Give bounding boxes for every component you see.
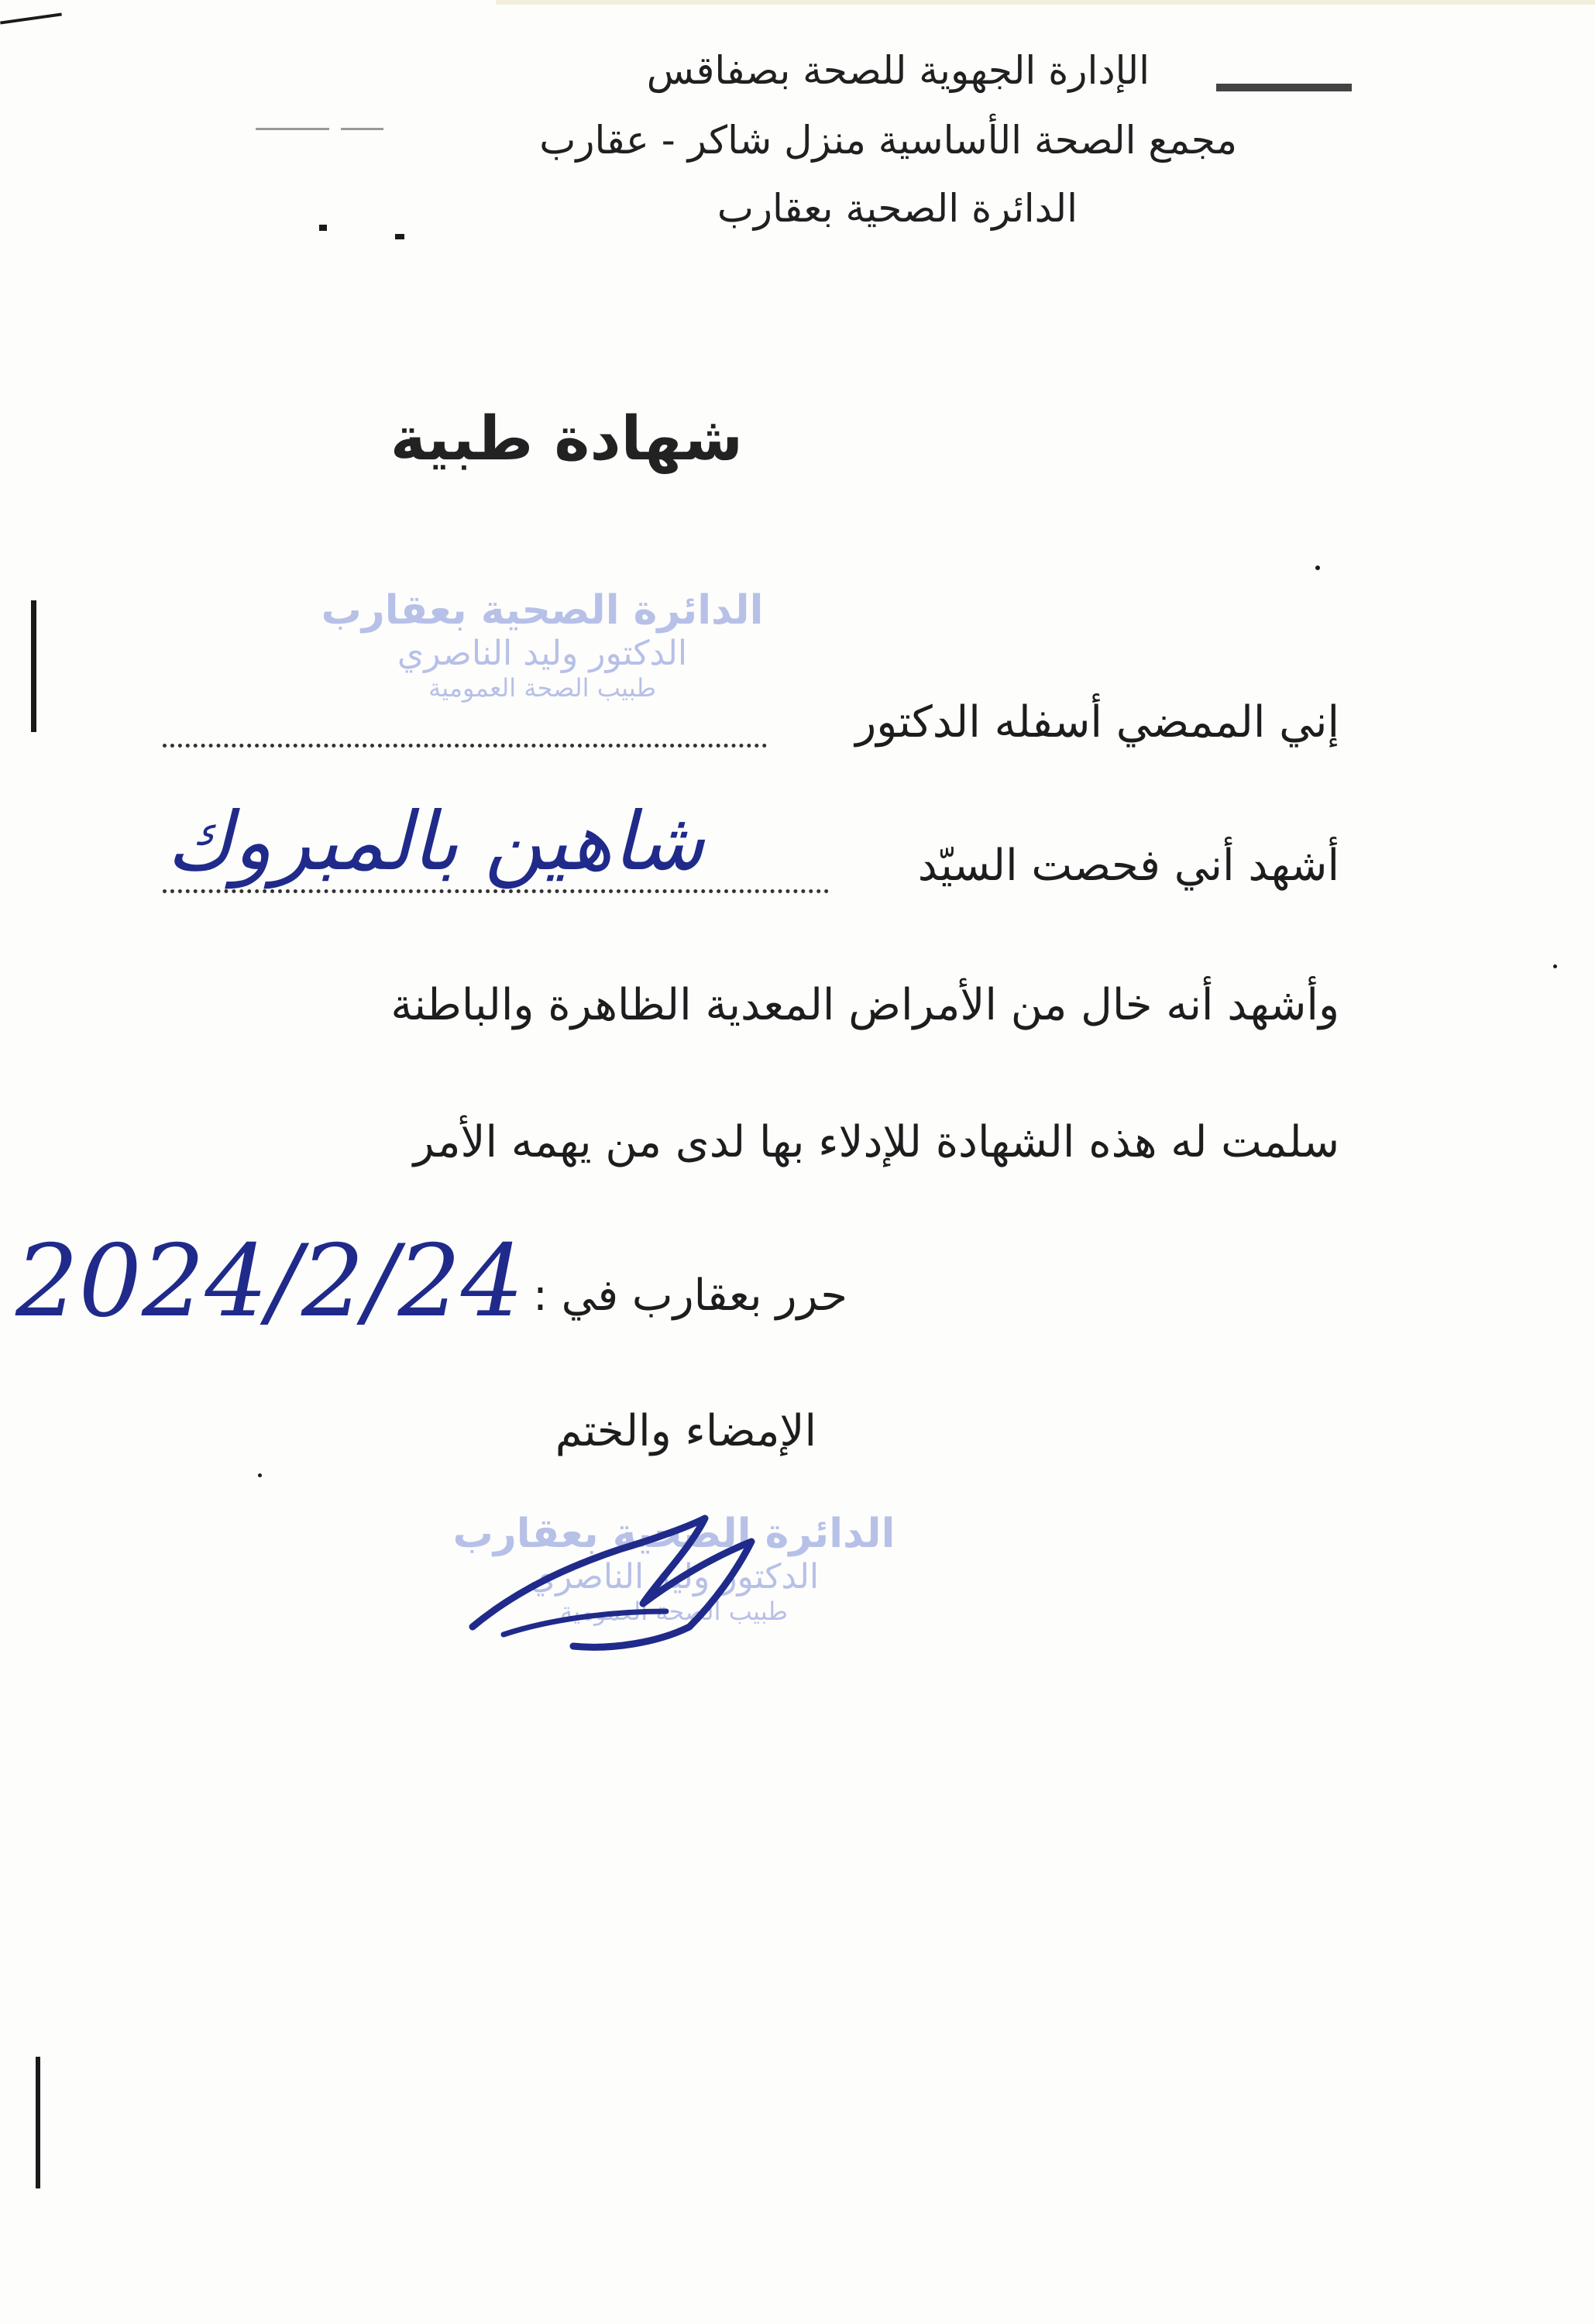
scan-speck-3 — [1553, 964, 1557, 968]
scan-mark-left-bar-bottom — [36, 2057, 40, 2188]
scan-dot-2 — [395, 234, 404, 239]
body-line-doctor: إني الممضي أسفله الدكتور — [855, 697, 1339, 748]
body-line-issued-at: حرر بعقارب في : — [532, 1270, 847, 1321]
scan-speck-1 — [1315, 566, 1320, 570]
scan-mark-left-bar-top — [31, 600, 36, 732]
document-title: شهادة طبية — [390, 404, 743, 474]
stamp-bottom-line-1: الدائرة الصحية بعقارب — [452, 1511, 895, 1557]
stamp-top — [310, 587, 775, 703]
signature-scribble — [457, 1495, 782, 1666]
scan-mark-top-left — [0, 12, 62, 24]
scan-mark-header-left-2 — [341, 128, 383, 130]
scan-mark-header-right — [1216, 84, 1352, 91]
header-line-3: الدائرة الصحية بعقارب — [717, 186, 1078, 231]
header-line-2: مجمع الصحة الأساسية منزل شاكر - عقارب — [539, 118, 1237, 163]
handwritten-date: 2024/2/24 — [15, 1224, 524, 1339]
dotted-line-patient-name — [163, 889, 829, 893]
stamp-top-line-3: طبيب الصحة العمومية — [428, 673, 656, 703]
signature-label: الإمضاء والختم — [555, 1406, 816, 1456]
body-line-issued-for: سلمت له هذه الشهادة للإدلاء بها لدى من يهمه الأمر — [413, 1117, 1339, 1167]
stamp-bottom-line-3: طبيب الصحة العمومية — [560, 1597, 788, 1626]
stamp-top-line-1: الدائرة الصحية بعقارب — [321, 587, 764, 634]
stamp-bottom-line-2: الدكتور وليد الناصري — [528, 1557, 820, 1597]
dotted-line-doctor-name — [163, 744, 767, 748]
handwritten-patient-name: شاهين بالمبروك — [167, 794, 705, 889]
scan-dot-1 — [319, 225, 327, 231]
stamp-top-line-2: الدكتور وليد الناصري — [397, 634, 688, 673]
scan-mark-header-left — [256, 128, 329, 130]
scan-edge-strip — [496, 0, 1595, 5]
body-line-free-of-disease: وأشهد أنه خال من الأمراض المعدية الظاهرة والباطنة — [390, 980, 1339, 1030]
body-line-examined: أشهد أني فحصت السيّد — [917, 841, 1339, 891]
header-line-1: الإدارة الجهوية للصحة بصفاقس — [646, 48, 1150, 93]
scan-speck-2 — [258, 1473, 262, 1477]
